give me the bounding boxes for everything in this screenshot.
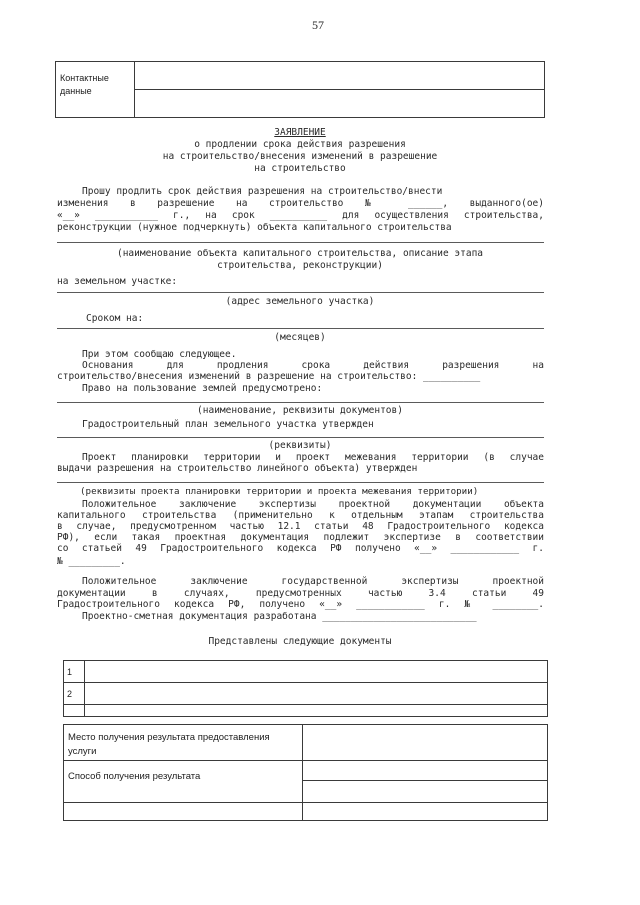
project-line[interactable] (57, 482, 544, 483)
expertise1-line-6: № _________. (57, 556, 126, 567)
row-number: 1 (64, 661, 85, 683)
inform-text: При этом сообщаю следующее. (82, 349, 237, 360)
expertise1-line-5: со статьей 49 Градостроительного кодекса РФ получено «__» ____________ г. (57, 543, 544, 554)
method-label: Способ получения результата (64, 761, 303, 803)
request-line-4: реконструкции (нужное подчеркнуть) объекта капитального строительства (57, 222, 452, 233)
object-caption-1: (наименование объекта капитального строительства, описание этапа (116, 248, 484, 259)
land-right-text: Право на пользование землей предусмотрено: (82, 383, 323, 394)
expertise2-line-1: Положительное заключение государственной экспертизы проектной (82, 576, 544, 587)
term-line[interactable] (57, 328, 544, 329)
expertise2-line-3: Градостроительного кодекса РФ, получено «__» ____________ г. № ________. (57, 599, 544, 610)
docs-line[interactable] (57, 402, 544, 403)
table-row (64, 705, 548, 717)
expertise1-line-1: Положительное заключение экспертизы проектной документации объекта (82, 499, 544, 510)
object-name-line[interactable] (57, 242, 544, 243)
statement-subtitle-3: на строительство (254, 163, 346, 174)
land-label: на земельном участке: (57, 276, 178, 287)
request-line-1: Прошу продлить срок действия разрешения на строительство/внести (82, 186, 443, 197)
expertise1-line-4: РФ), если такая проектная документация подлежит экспертизе в соответствии (57, 532, 544, 543)
result-table (63, 724, 548, 821)
project-line-2: выдачи разрешения на строительство линейного объекта) утвержден (57, 463, 418, 474)
grounds-line-1: Основания для продления срока действия разрешения на (82, 360, 544, 371)
contacts-table (55, 61, 545, 118)
method-value-3[interactable] (303, 803, 548, 821)
table-row (64, 683, 548, 705)
contacts-label: Контактные данные (56, 62, 135, 118)
contacts-value-2[interactable] (135, 90, 545, 118)
project-caption: (реквизиты проекта планировки территории и проекта межевания территории) (80, 486, 479, 497)
contacts-value-1[interactable] (135, 62, 545, 90)
documents-heading: Представлены следующие документы (208, 636, 392, 647)
place-label: Место получения результата предоставления услуги (64, 725, 303, 761)
requisites-caption: (реквизиты) (268, 440, 332, 451)
grounds-line-2: строительство/внесения изменений в разрешение на строительство: __________ (57, 371, 481, 382)
expertise1-line-3: в случае, предусмотренном частью 12.1 статьи 48 Градостроительного кодекса (57, 521, 544, 532)
method-value-2[interactable] (303, 781, 548, 803)
document-cell[interactable] (85, 705, 548, 717)
land-address-line[interactable] (57, 292, 544, 293)
object-caption-2: строительства, реконструкции) (217, 260, 383, 271)
documents-table (63, 660, 548, 717)
statement-subtitle-1: о продлении срока действия разрешения (194, 139, 406, 150)
psd-text: Проектно-сметная документация разработана ___________________________ (82, 611, 477, 622)
docs-caption: (наименование, реквизиты документов) (197, 405, 403, 416)
gpzu-line[interactable] (57, 437, 544, 438)
row-number: 2 (64, 683, 85, 705)
term-label: Сроком на: (86, 313, 144, 324)
expertise1-line-2: капитального строительства (применительно к отдельным этапам строительства (57, 510, 544, 521)
request-line-2: изменения в разрешение на строительство № ______, выданного(ое) (57, 198, 544, 209)
address-caption: (адрес земельного участка) (225, 296, 375, 307)
expertise2-line-2: документации в случаях, предусмотренных частью 3.4 статьи 49 (57, 588, 544, 599)
gpzu-text: Градостроительный план земельного участка утвержден (82, 419, 374, 430)
document-cell[interactable] (85, 661, 548, 683)
months-caption: (месяцев) (274, 332, 326, 343)
statement-subtitle-2: на строительство/внесения изменений в разрешение (162, 151, 438, 162)
request-line-3: «__» ___________ г., на срок __________ для осуществления строительства, (57, 210, 544, 221)
place-value[interactable] (303, 725, 548, 761)
project-line-1: Проект планировки территории и проект межевания территории (в случае (82, 452, 544, 463)
table-row (64, 661, 548, 683)
page-number: 57 (312, 18, 324, 32)
document-cell[interactable] (85, 683, 548, 705)
statement-title: ЗАЯВЛЕНИЕ (274, 127, 326, 138)
method-value-1[interactable] (303, 761, 548, 781)
